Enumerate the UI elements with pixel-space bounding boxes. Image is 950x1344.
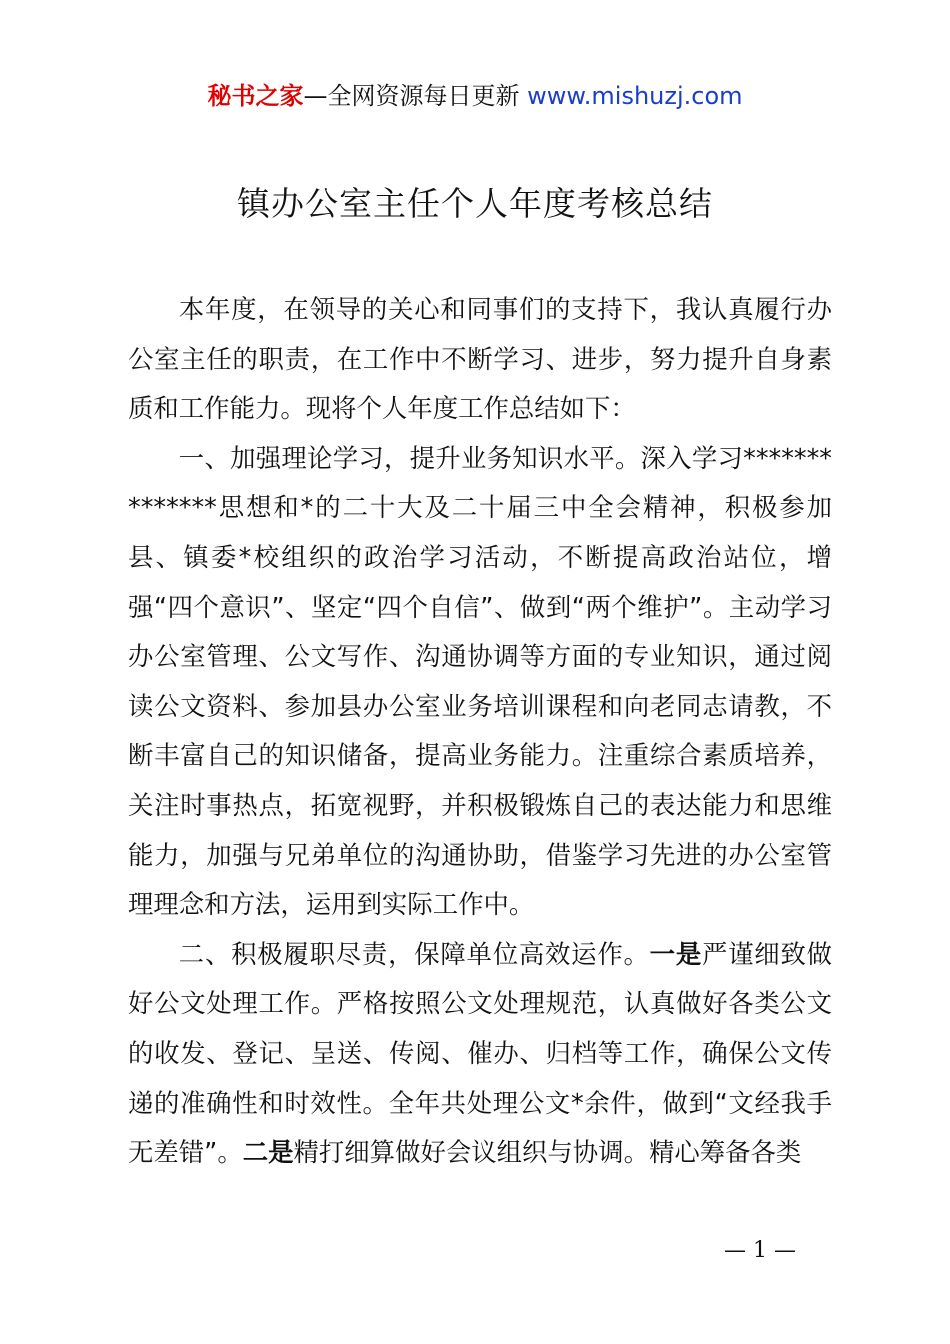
brand-name: 秘书之家 (207, 82, 304, 110)
header-tagline: —全网资源每日更新 (303, 82, 528, 110)
point-2-text: 精打细算做好会议组织与协调。精心筹备各类 (293, 1137, 802, 1168)
site-url: www.mishuzj.com (527, 82, 743, 110)
paragraph-section-2 (128, 930, 832, 1178)
paragraph-intro: 本年度，在领导的关心和同事们的支持下，我认真履行办公室主任的职责，在工作中不断学习、进步，努力提升自身素质和工作能力。现将个人年度工作总结如下： (128, 294, 832, 424)
section-2-heading: 二、积极履职尽责，保障单位高效运作。 (178, 938, 650, 969)
document-body (128, 285, 832, 1178)
point-1-label: 一是 (649, 938, 702, 969)
page-number: — 1 — (724, 1238, 796, 1263)
point-2-label: 二是 (242, 1137, 294, 1168)
document-title: 镇办公室主任个人年度考核总结 (237, 184, 713, 223)
paragraph-section-1: 一、加强理论学习，提升业务知识水平。深入学习**************思想和*的二十大及二十届三中全会精神，积极参加县、镇委*校组织的政治学习活动，不断提高政治站位，增强“四个意识”、坚定“四个自信”、做到“两个维护”。主动学习办公室管理、公文写作、沟通协调等方面的专业知识，通过阅读公文资料、参加县办公室业务培训课程和向老同志请教，不断丰富自己的知识储备，提高业务能力。注重综合素质培养，关注时事热点，拓宽视野，并积极锻炼自己的表达能力和思维能力，加强与兄弟单位的沟通协助，借鉴学习先进的办公室管理理念和方法，运用到实际工作中。 (128, 442, 832, 920)
point-1-text: 严谨细致做好公文处理工作。严格按照公文处理规范，认真做好各类公文的收发、登记、呈送、传阅、催办、归档等工作，确保公文传递的准确性和时效性。全年共处理公文*余件，做到“文经我手无差错”。 (128, 938, 833, 1168)
site-header (0, 80, 950, 112)
